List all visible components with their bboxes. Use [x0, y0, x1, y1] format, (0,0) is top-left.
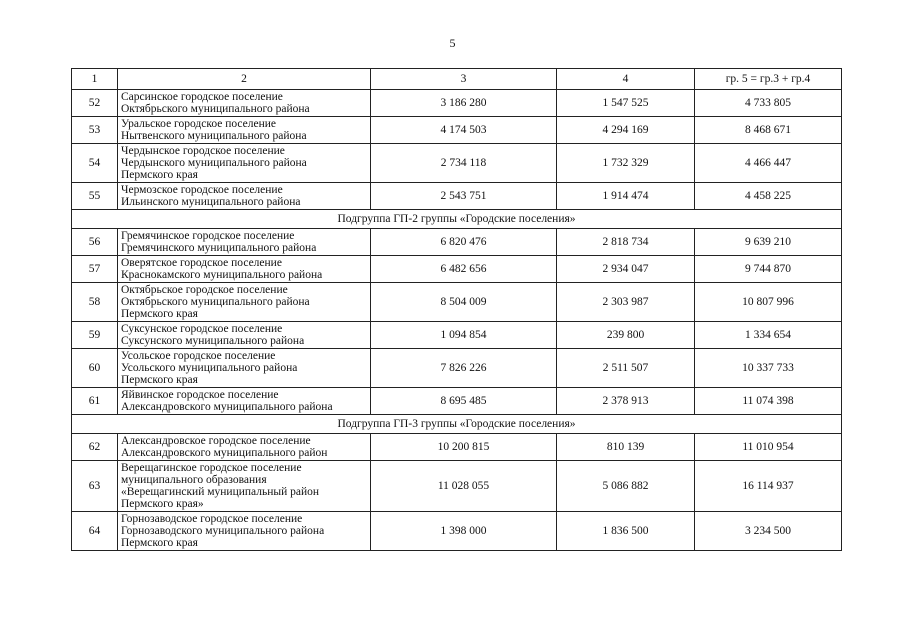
settlement-name-line: Пермского края»: [121, 498, 204, 510]
value-c4: 1 914 474: [557, 183, 695, 210]
settlement-name-line: Пермского края: [121, 169, 198, 181]
table-row: [72, 183, 842, 210]
value-c5: 11 074 398: [695, 388, 842, 415]
value-c3: 10 200 815: [371, 434, 557, 461]
settlement-name-line: Усольское городское поселение: [121, 350, 276, 362]
table-row: [72, 256, 842, 283]
row-number: 56: [72, 229, 118, 256]
settlement-name-line: Суксунского муниципального района: [121, 335, 305, 347]
table-row: [72, 461, 842, 512]
table-row: [72, 144, 842, 183]
table-header-row: [72, 69, 842, 90]
value-c4: 2 818 734: [557, 229, 695, 256]
row-number: 57: [72, 256, 118, 283]
settlement-name: [118, 434, 371, 461]
table-row: [72, 512, 842, 551]
value-c3: 2 543 751: [371, 183, 557, 210]
settlement-name: [118, 144, 371, 183]
row-number: 59: [72, 322, 118, 349]
settlement-name: [118, 322, 371, 349]
settlement-name: [118, 283, 371, 322]
settlement-name-line: Александровского муниципального район: [121, 447, 328, 459]
settlement-name: [118, 229, 371, 256]
settlement-name-line: Гремячинского муниципального района: [121, 242, 317, 254]
settlement-name-line: муниципального образования: [121, 474, 267, 486]
value-c3: 6 482 656: [371, 256, 557, 283]
row-number: 55: [72, 183, 118, 210]
value-c4: 1 836 500: [557, 512, 695, 551]
value-c4: 2 934 047: [557, 256, 695, 283]
column-header-2: 2: [118, 69, 371, 90]
settlement-name-line: «Верещагинский муниципальный район: [121, 486, 320, 498]
settlement-name-line: Горнозаводского муниципального района: [121, 525, 325, 537]
settlement-name: [118, 90, 371, 117]
value-c3: 1 398 000: [371, 512, 557, 551]
value-c4: 810 139: [557, 434, 695, 461]
value-c5: 16 114 937: [695, 461, 842, 512]
settlement-name-line: Октябрьское городское поселение: [121, 284, 288, 296]
value-c3: 4 174 503: [371, 117, 557, 144]
value-c4: 239 800: [557, 322, 695, 349]
settlement-name: [118, 388, 371, 415]
section-header-row: [72, 210, 842, 229]
value-c5: 9 744 870: [695, 256, 842, 283]
settlement-name-line: Пермского края: [121, 537, 198, 549]
value-c3: 3 186 280: [371, 90, 557, 117]
settlement-name-line: Яйвинское городское поселение: [121, 389, 279, 401]
settlement-name: [118, 256, 371, 283]
row-number: 62: [72, 434, 118, 461]
value-c4: 2 303 987: [557, 283, 695, 322]
settlement-name-line: Нытвенского муниципального района: [121, 130, 307, 142]
value-c5: 4 458 225: [695, 183, 842, 210]
value-c5: 8 468 671: [695, 117, 842, 144]
settlement-name: [118, 461, 371, 512]
value-c3: 8 504 009: [371, 283, 557, 322]
table-row: [72, 90, 842, 117]
budget-table: [71, 68, 842, 551]
value-c3: 2 734 118: [371, 144, 557, 183]
settlement-name-line: Сарсинское городское поселение: [121, 91, 283, 103]
value-c5: 10 337 733: [695, 349, 842, 388]
settlement-name-line: Октябрьского муниципального района: [121, 103, 310, 115]
row-number: 61: [72, 388, 118, 415]
value-c5: 1 334 654: [695, 322, 842, 349]
section-title: Подгруппа ГП-3 группы «Городские поселения»: [72, 415, 842, 434]
settlement-name-line: Чердынское городское поселение: [121, 145, 285, 157]
value-c4: 2 511 507: [557, 349, 695, 388]
value-c5: 11 010 954: [695, 434, 842, 461]
settlement-name-line: Чермозское городское поселение: [121, 184, 283, 196]
section-title: Подгруппа ГП-2 группы «Городские поселения»: [72, 210, 842, 229]
table-row: [72, 388, 842, 415]
table-row: [72, 283, 842, 322]
value-c3: 1 094 854: [371, 322, 557, 349]
settlement-name-line: Верещагинское городское поселение: [121, 462, 302, 474]
column-header-1: 1: [72, 69, 118, 90]
settlement-name-line: Чердынского муниципального района: [121, 157, 307, 169]
value-c5: 10 807 996: [695, 283, 842, 322]
table-row: [72, 349, 842, 388]
settlement-name-line: Суксунское городское поселение: [121, 323, 283, 335]
settlement-name: [118, 183, 371, 210]
settlement-name-line: Оверятское городское поселение: [121, 257, 282, 269]
row-number: 58: [72, 283, 118, 322]
value-c3: 8 695 485: [371, 388, 557, 415]
value-c4: 4 294 169: [557, 117, 695, 144]
settlement-name: [118, 117, 371, 144]
row-number: 53: [72, 117, 118, 144]
value-c4: 1 547 525: [557, 90, 695, 117]
settlement-name-line: Ильинского муниципального района: [121, 196, 301, 208]
settlement-name-line: Пермского края: [121, 308, 198, 320]
row-number: 54: [72, 144, 118, 183]
column-header-4: 4: [557, 69, 695, 90]
column-header-3: 3: [371, 69, 557, 90]
settlement-name-line: Уральское городское поселение: [121, 118, 277, 130]
settlement-name: [118, 349, 371, 388]
settlement-name-line: Александровского муниципального района: [121, 401, 333, 413]
settlement-name-line: Гремячинское городское поселение: [121, 230, 295, 242]
settlement-name-line: Александровское городское поселение: [121, 435, 311, 447]
row-number: 52: [72, 90, 118, 117]
value-c4: 2 378 913: [557, 388, 695, 415]
value-c4: 5 086 882: [557, 461, 695, 512]
value-c5: 9 639 210: [695, 229, 842, 256]
settlement-name-line: Пермского края: [121, 374, 198, 386]
value-c3: 6 820 476: [371, 229, 557, 256]
value-c5: 4 733 805: [695, 90, 842, 117]
settlement-name-line: Краснокамского муниципального района: [121, 269, 323, 281]
column-header-5: гр. 5 = гр.3 + гр.4: [695, 69, 842, 90]
page-number: 5: [449, 36, 456, 50]
settlement-name-line: Усольского муниципального района: [121, 362, 298, 374]
table-row: [72, 434, 842, 461]
value-c3: 11 028 055: [371, 461, 557, 512]
row-number: 64: [72, 512, 118, 551]
value-c5: 3 234 500: [695, 512, 842, 551]
settlement-name-line: Октябрьского муниципального района: [121, 296, 310, 308]
row-number: 60: [72, 349, 118, 388]
row-number: 63: [72, 461, 118, 512]
section-header-row: [72, 415, 842, 434]
table-row: [72, 117, 842, 144]
value-c5: 4 466 447: [695, 144, 842, 183]
settlement-name-line: Горнозаводское городское поселение: [121, 513, 303, 525]
settlement-name: [118, 512, 371, 551]
table-row: [72, 322, 842, 349]
value-c4: 1 732 329: [557, 144, 695, 183]
value-c3: 7 826 226: [371, 349, 557, 388]
table-row: [72, 229, 842, 256]
